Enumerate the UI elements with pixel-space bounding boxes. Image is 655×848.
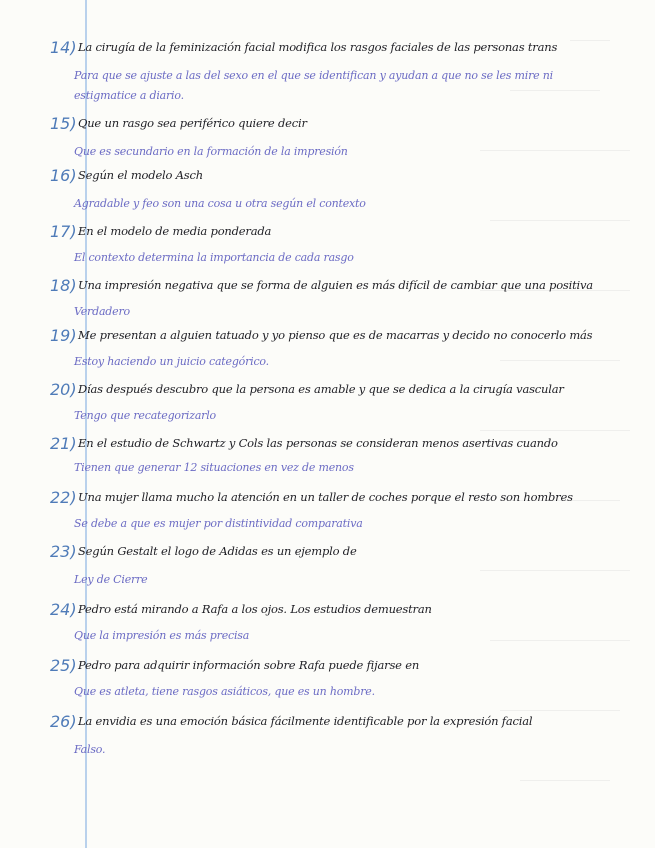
item-question: En el modelo de media ponderada <box>78 224 272 238</box>
item-question: Una mujer llama mucho la atención en un taller de coches porque el resto son hombres <box>78 490 573 504</box>
item-answer: Ley de Cierre <box>74 573 148 586</box>
item-number: 20) <box>50 380 77 399</box>
item-question: En el estudio de Schwartz y Cols las personas se consideran menos asertivas cuando <box>78 436 558 450</box>
item-question: Me presentan a alguien tatuado y yo pienso que es de macarras y decido no conocerlo más <box>78 328 593 342</box>
item-answer: Se debe a que es mujer por distintividad comparativa <box>74 517 363 530</box>
item-answer: Tienen que generar 12 situaciones en vez de menos <box>74 461 354 474</box>
item-number: 15) <box>50 114 77 133</box>
item-question: Según el modelo Asch <box>78 168 203 182</box>
item-question: La envidia es una emoción básica fácilmente identificable por la expresión facial <box>78 714 533 728</box>
item-answer: Estoy haciendo un juicio categórico. <box>74 355 269 368</box>
item-question: La cirugía de la feminización facial modifica los rasgos faciales de las personas trans <box>78 40 558 54</box>
item-question: Días después descubro que la persona es amable y que se dedica a la cirugía vascular <box>78 382 564 396</box>
item-answer: Tengo que recategorizarlo <box>74 409 216 422</box>
item-answer: Para que se ajuste a las del sexo en el que se identifican y ayudan a que no se les mire ni estigmatice a diario. <box>74 69 553 102</box>
item-number: 23) <box>50 542 77 561</box>
item-answer: Que la impresión es más precisa <box>74 629 250 642</box>
item-number: 24) <box>50 600 77 619</box>
item-number: 14) <box>50 38 77 57</box>
item-answer: El contexto determina la importancia de cada rasgo <box>74 251 354 264</box>
item-answer: Que es secundario en la formación de la impresión <box>74 145 348 158</box>
item-question: Pedro para adquirir información sobre Rafa puede fijarse en <box>78 658 420 672</box>
item-number: 19) <box>50 326 77 345</box>
item-question: Según Gestalt el logo de Adidas es un ejemplo de <box>78 544 357 558</box>
item-number: 17) <box>50 222 77 241</box>
item-answer: Verdadero <box>74 305 130 318</box>
item-number: 25) <box>50 656 77 675</box>
item-answer: Agradable y feo son una cosa u otra según el contexto <box>74 197 366 210</box>
item-number: 21) <box>50 434 77 453</box>
item-number: 18) <box>50 276 77 295</box>
item-number: 22) <box>50 488 77 507</box>
item-question: Pedro está mirando a Rafa a los ojos. Los estudios demuestran <box>78 602 432 616</box>
item-number: 26) <box>50 712 77 731</box>
item-answer: Falso. <box>74 743 106 756</box>
item-question: Que un rasgo sea periférico quiere decir <box>78 116 307 130</box>
item-number: 16) <box>50 166 77 185</box>
item-answer: Que es atleta, tiene rasgos asiáticos, que es un hombre. <box>74 685 375 698</box>
item-question: Una impresión negativa que se forma de alguien es más difícil de cambiar que una positiva <box>78 278 593 292</box>
